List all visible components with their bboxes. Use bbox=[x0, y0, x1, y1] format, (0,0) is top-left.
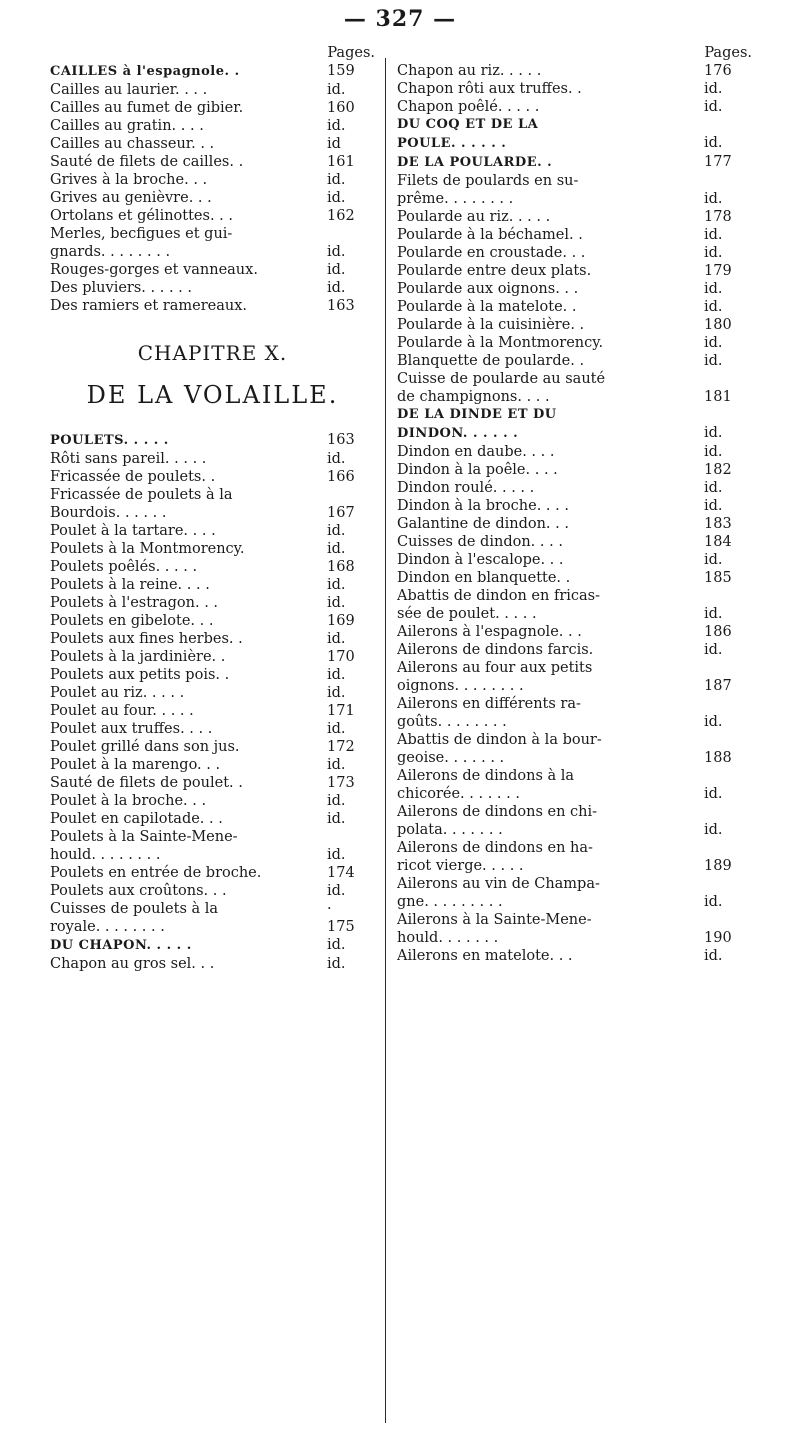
index-entry bbox=[397, 352, 752, 370]
entry-page: 160 bbox=[327, 100, 355, 116]
entry-text: Fricassée de poulets à la bbox=[50, 487, 233, 503]
index-entry bbox=[50, 630, 375, 648]
entry-page: 163 bbox=[327, 298, 355, 314]
entry-page: id. bbox=[327, 883, 346, 899]
entry-page: id. bbox=[327, 190, 346, 206]
entry-text: Chapon au gros sel. . . bbox=[50, 956, 215, 972]
index-entry bbox=[50, 297, 375, 315]
entry-text: gnards. . . . . . . . bbox=[50, 244, 171, 260]
column-divider bbox=[385, 58, 386, 1423]
index-entry bbox=[397, 298, 752, 316]
entry-page: id. bbox=[327, 262, 346, 278]
entry-text: Poulets à l'estragon. . . bbox=[50, 595, 219, 611]
index-entry bbox=[397, 280, 752, 298]
entry-text: Poularde au riz. . . . . bbox=[397, 209, 551, 225]
entry-text: Poulets aux croûtons. . . bbox=[50, 883, 227, 899]
entry-page: id. bbox=[327, 244, 346, 260]
entry-page: id. bbox=[704, 299, 723, 315]
entry-text: Poulets à la Sainte-Mene- bbox=[50, 829, 238, 845]
entry-page: id. bbox=[704, 894, 723, 910]
index-entry bbox=[50, 955, 375, 973]
entry-text: POULETS. . . . . bbox=[50, 433, 169, 448]
entry-page: id. bbox=[704, 99, 723, 115]
entry-text: hould. . . . . . . bbox=[397, 930, 499, 946]
entry-page: 188 bbox=[704, 750, 732, 766]
index-entry bbox=[397, 388, 752, 406]
index-entry bbox=[50, 99, 375, 117]
entry-text: Dindon à la poêle. . . . bbox=[397, 462, 558, 478]
entry-page: id. bbox=[327, 667, 346, 683]
index-entry bbox=[50, 756, 375, 774]
entry-page: 174 bbox=[327, 865, 355, 881]
index-entry bbox=[50, 612, 375, 630]
chapter-title: DE LA VOLAILLE. bbox=[86, 381, 339, 409]
index-entry bbox=[50, 792, 375, 810]
entry-text: Galantine de dindon. . . bbox=[397, 516, 569, 532]
entry-text: Cailles au gratin. . . . bbox=[50, 118, 204, 134]
index-entry bbox=[50, 702, 375, 720]
entry-text: Dindon roulé. . . . . bbox=[397, 480, 535, 496]
entry-page: id. bbox=[704, 714, 723, 730]
entry-text: Grives à la broche. . . bbox=[50, 172, 208, 188]
entry-text: Ailerons en matelote. . . bbox=[397, 948, 573, 964]
entry-page: 185 bbox=[704, 570, 732, 586]
entry-page: 184 bbox=[704, 534, 732, 550]
index-entry bbox=[397, 929, 752, 947]
entry-page: 172 bbox=[327, 739, 355, 755]
index-entry bbox=[50, 261, 375, 279]
entry-page: 159 bbox=[327, 63, 355, 79]
entry-page: id. bbox=[704, 227, 723, 243]
index-entry bbox=[50, 936, 375, 955]
entry-page: 173 bbox=[327, 775, 355, 791]
entry-text: Dindon à la broche. . . . bbox=[397, 498, 569, 514]
index-entry bbox=[50, 864, 375, 882]
index-entry bbox=[397, 875, 752, 893]
entry-page: id. bbox=[704, 425, 723, 441]
entry-page: id. bbox=[327, 793, 346, 809]
index-entry bbox=[397, 947, 752, 965]
entry-page: id. bbox=[327, 172, 346, 188]
index-entry bbox=[397, 713, 752, 731]
index-entry bbox=[397, 803, 752, 821]
index-entry bbox=[397, 533, 752, 551]
entry-page: id. bbox=[704, 786, 723, 802]
index-entry bbox=[50, 558, 375, 576]
entry-text: sée de poulet. . . . . bbox=[397, 606, 537, 622]
index-entry bbox=[50, 207, 375, 225]
entry-text: Filets de poulards en su- bbox=[397, 173, 579, 189]
entry-text: Ailerons au vin de Champa- bbox=[397, 876, 600, 892]
index-entry bbox=[50, 468, 375, 486]
entry-page: id. bbox=[327, 595, 346, 611]
index-entry bbox=[397, 911, 752, 929]
entry-text: Bourdois. . . . . . bbox=[50, 505, 167, 521]
index-entry bbox=[50, 153, 375, 171]
entry-text: Poulets aux fines herbes. . bbox=[50, 631, 243, 647]
entry-text: royale. . . . . . . . bbox=[50, 919, 165, 935]
entry-page: id. bbox=[327, 280, 346, 296]
entry-page: 161 bbox=[327, 154, 355, 170]
entry-text: Rôti sans pareil. . . . . bbox=[50, 451, 207, 467]
index-entry bbox=[397, 62, 752, 80]
index-entry bbox=[50, 279, 375, 297]
entry-text: Cailles au fumet de gibier. bbox=[50, 100, 244, 116]
entry-text: Ailerons au four aux petits bbox=[397, 660, 593, 676]
entry-page: 163 bbox=[327, 432, 355, 448]
index-entry bbox=[397, 316, 752, 334]
index-entry bbox=[50, 594, 375, 612]
entry-text: Des pluviers. . . . . . bbox=[50, 280, 192, 296]
entry-text: Poulets à la Montmorency. bbox=[50, 541, 245, 557]
entry-text: CAILLES à l'espagnole. . bbox=[50, 64, 240, 79]
page-number: — 327 — bbox=[343, 6, 457, 32]
entry-page: 170 bbox=[327, 649, 355, 665]
entry-page: id. bbox=[327, 631, 346, 647]
index-entry bbox=[397, 98, 752, 116]
entry-text: Dindon en daube. . . . bbox=[397, 444, 555, 460]
entry-text: Poularde à la béchamel. . bbox=[397, 227, 583, 243]
entry-text: Poulet à la marengo. . . bbox=[50, 757, 221, 773]
index-entry bbox=[50, 918, 375, 936]
entry-page: 180 bbox=[704, 317, 732, 333]
index-entry bbox=[397, 677, 752, 695]
entry-page: id. bbox=[704, 444, 723, 460]
entry-page: 171 bbox=[327, 703, 355, 719]
entry-text: Ailerons en différents ra- bbox=[397, 696, 581, 712]
entry-page: 186 bbox=[704, 624, 732, 640]
index-entry bbox=[397, 857, 752, 875]
index-entry bbox=[50, 666, 375, 684]
index-entry bbox=[397, 134, 752, 153]
entry-text: Blanquette de poularde. . bbox=[397, 353, 585, 369]
index-entry bbox=[50, 81, 375, 99]
entry-text: Poulets aux petits pois. . bbox=[50, 667, 230, 683]
index-entry bbox=[50, 774, 375, 792]
entry-text: Poulets à la jardinière. . bbox=[50, 649, 226, 665]
entry-text: Chapon rôti aux truffes. . bbox=[397, 81, 582, 97]
pages-header-right: Pages. bbox=[704, 45, 752, 61]
index-entry bbox=[50, 243, 375, 261]
entry-text: Cailles au chasseur. . . bbox=[50, 136, 215, 152]
entry-page: 169 bbox=[327, 613, 355, 629]
entry-page: id. bbox=[327, 541, 346, 557]
entry-text: Sauté de filets de cailles. . bbox=[50, 154, 244, 170]
entry-page: id. bbox=[327, 721, 346, 737]
entry-text: Merles, becfigues et gui- bbox=[50, 226, 233, 242]
index-entry bbox=[397, 515, 752, 533]
entry-text: Rouges-gorges et vanneaux. bbox=[50, 262, 258, 278]
entry-page: id. bbox=[704, 822, 723, 838]
entry-page: id. bbox=[704, 948, 723, 964]
entry-text: Poulet à la tartare. . . . bbox=[50, 523, 216, 539]
index-entry bbox=[397, 424, 752, 443]
index-entry bbox=[397, 116, 752, 134]
entry-page: · bbox=[327, 901, 332, 917]
entry-text: Cailles au laurier. . . . bbox=[50, 82, 208, 98]
entry-text: Dindon en blanquette. . bbox=[397, 570, 571, 586]
entry-page: id. bbox=[327, 757, 346, 773]
entry-page: 183 bbox=[704, 516, 732, 532]
entry-text: ricot vierge. . . . . bbox=[397, 858, 524, 874]
entry-text: Cuisses de dindon. . . . bbox=[397, 534, 563, 550]
index-entry bbox=[50, 846, 375, 864]
entry-page: id. bbox=[704, 642, 723, 658]
entry-page: id. bbox=[704, 353, 723, 369]
entry-text: Des ramiers et ramereaux. bbox=[50, 298, 247, 314]
entry-page: id. bbox=[327, 118, 346, 134]
entry-page: id. bbox=[704, 498, 723, 514]
entry-text: DU COQ ET DE LA bbox=[397, 117, 539, 132]
index-entry bbox=[50, 62, 375, 81]
entry-text: Sauté de filets de poulet. . bbox=[50, 775, 243, 791]
index-entry bbox=[50, 225, 375, 243]
entry-text: DE LA POULARDE. . bbox=[397, 155, 553, 170]
entry-text: Poularde entre deux plats. bbox=[397, 263, 592, 279]
index-entry bbox=[397, 641, 752, 659]
entry-page: id. bbox=[704, 81, 723, 97]
index-entry bbox=[397, 767, 752, 785]
index-entry bbox=[397, 569, 752, 587]
entry-page: 166 bbox=[327, 469, 355, 485]
right-entries bbox=[397, 62, 752, 965]
index-entry bbox=[397, 461, 752, 479]
entry-text: Poularde à la cuisinière. . bbox=[397, 317, 585, 333]
entry-page: id. bbox=[327, 956, 346, 972]
entry-text: Poulet au riz. . . . . bbox=[50, 685, 185, 701]
index-entry bbox=[397, 370, 752, 388]
index-entry bbox=[50, 828, 375, 846]
entry-page: id. bbox=[704, 281, 723, 297]
index-entry bbox=[397, 190, 752, 208]
entry-text: Abattis de dindon à la bour- bbox=[397, 732, 602, 748]
entry-page: 178 bbox=[704, 209, 732, 225]
index-entry bbox=[50, 576, 375, 594]
right-column bbox=[397, 44, 752, 965]
index-entry bbox=[397, 497, 752, 515]
index-entry bbox=[397, 659, 752, 677]
pages-header-left: Pages. bbox=[327, 45, 375, 61]
entry-text: Ortolans et gélinottes. . . bbox=[50, 208, 233, 224]
index-entry bbox=[50, 900, 375, 918]
entry-page: id. bbox=[327, 937, 346, 953]
entry-text: Cuisse de poularde au sauté bbox=[397, 371, 606, 387]
entry-text: DU CHAPON. . . . . bbox=[50, 938, 192, 953]
index-entry bbox=[397, 587, 752, 605]
entry-text: Poularde à la matelote. . bbox=[397, 299, 577, 315]
entry-text: Poulets poêlés. . . . . bbox=[50, 559, 198, 575]
index-entry bbox=[397, 244, 752, 262]
entry-text: Poularde à la Montmorency. bbox=[397, 335, 604, 351]
entry-page: id. bbox=[704, 135, 723, 151]
index-entry bbox=[50, 810, 375, 828]
index-entry bbox=[50, 738, 375, 756]
index-entry bbox=[397, 893, 752, 911]
entry-text: prême. . . . . . . . bbox=[397, 191, 514, 207]
entry-text: Ailerons de dindons en chi- bbox=[397, 804, 598, 820]
index-entry bbox=[50, 189, 375, 207]
index-entry bbox=[397, 623, 752, 641]
entry-text: DE LA DINDE ET DU bbox=[397, 407, 557, 422]
index-entry bbox=[50, 648, 375, 666]
entry-text: Chapon au riz. . . . . bbox=[397, 63, 542, 79]
entry-text: gne. . . . . . . . . bbox=[397, 894, 503, 910]
index-entry bbox=[397, 479, 752, 497]
entry-text: Poularde aux oignons. . . bbox=[397, 281, 579, 297]
entry-page: id. bbox=[327, 811, 346, 827]
entry-text: geoise. . . . . . . bbox=[397, 750, 505, 766]
index-entry bbox=[397, 749, 752, 767]
entry-text: POULE. . . . . . bbox=[397, 136, 507, 151]
entry-text: Poulet en capilotade. . . bbox=[50, 811, 223, 827]
entry-page: 162 bbox=[327, 208, 355, 224]
entry-text: Poularde en croustade. . . bbox=[397, 245, 586, 261]
index-entry bbox=[50, 431, 375, 450]
entry-text: Poulet grillé dans son jus. bbox=[50, 739, 240, 755]
entry-page: id. bbox=[327, 577, 346, 593]
entry-text: chicorée. . . . . . . bbox=[397, 786, 520, 802]
entry-text: Ailerons de dindons en ha- bbox=[397, 840, 593, 856]
index-entry bbox=[397, 262, 752, 280]
index-entry bbox=[397, 731, 752, 749]
index-entry bbox=[397, 443, 752, 461]
entry-page: id. bbox=[327, 847, 346, 863]
index-entry bbox=[397, 334, 752, 352]
entry-text: Ailerons de dindons farcis. bbox=[397, 642, 594, 658]
entry-page: 181 bbox=[704, 389, 732, 405]
index-entry bbox=[397, 406, 752, 424]
entry-page: id. bbox=[327, 523, 346, 539]
index-entry bbox=[397, 695, 752, 713]
index-entry bbox=[50, 504, 375, 522]
entry-page: 168 bbox=[327, 559, 355, 575]
entry-text: polata. . . . . . . bbox=[397, 822, 503, 838]
entry-page: 187 bbox=[704, 678, 732, 694]
entry-page: 189 bbox=[704, 858, 732, 874]
index-entry bbox=[397, 839, 752, 857]
entry-text: Poulet au four. . . . . bbox=[50, 703, 194, 719]
entry-page: id. bbox=[704, 245, 723, 261]
entry-text: Ailerons à l'espagnole. . . bbox=[397, 624, 582, 640]
entry-text: DINDON. . . . . . bbox=[397, 426, 519, 441]
index-entry bbox=[50, 117, 375, 135]
index-entry bbox=[397, 605, 752, 623]
entry-text: Fricassée de poulets. . bbox=[50, 469, 216, 485]
entry-page: 190 bbox=[704, 930, 732, 946]
index-entry bbox=[397, 551, 752, 569]
entry-text: Chapon poêlé. . . . . bbox=[397, 99, 540, 115]
index-entry bbox=[397, 153, 752, 172]
index-entry bbox=[397, 785, 752, 803]
entry-text: Poulet aux truffes. . . . bbox=[50, 721, 213, 737]
entry-text: Poulets à la reine. . . . bbox=[50, 577, 210, 593]
index-entry bbox=[50, 684, 375, 702]
entry-page: id. bbox=[704, 606, 723, 622]
entry-page: 167 bbox=[327, 505, 355, 521]
index-entry bbox=[397, 208, 752, 226]
index-entry bbox=[50, 540, 375, 558]
index-entry bbox=[397, 172, 752, 190]
entry-text: de champignons. . . . bbox=[397, 389, 550, 405]
entry-text: Abattis de dindon en fricas- bbox=[397, 588, 600, 604]
entry-text: Cuisses de poulets à la bbox=[50, 901, 219, 917]
left-entries-bottom bbox=[50, 431, 375, 973]
entry-page: id. bbox=[327, 82, 346, 98]
index-entry bbox=[50, 450, 375, 468]
entry-page: id. bbox=[327, 685, 346, 701]
index-entry bbox=[50, 882, 375, 900]
index-entry bbox=[50, 522, 375, 540]
index-entry bbox=[50, 720, 375, 738]
entry-text: Poulets en entrée de broche. bbox=[50, 865, 262, 881]
index-entry bbox=[397, 80, 752, 98]
entry-text: Ailerons de dindons à la bbox=[397, 768, 575, 784]
chapter-heading: CHAPITRE X. bbox=[137, 341, 288, 365]
entry-text: goûts. . . . . . . . bbox=[397, 714, 507, 730]
entry-text: Ailerons à la Sainte-Mene- bbox=[397, 912, 592, 928]
entry-page: id bbox=[327, 136, 341, 152]
index-entry bbox=[397, 821, 752, 839]
left-entries-top bbox=[50, 62, 375, 315]
entry-text: Grives au genièvre. . . bbox=[50, 190, 212, 206]
entry-page: 175 bbox=[327, 919, 355, 935]
entry-page: 177 bbox=[704, 154, 732, 170]
entry-page: id. bbox=[704, 552, 723, 568]
entry-text: Poulets en gibelote. . . bbox=[50, 613, 214, 629]
entry-page: 176 bbox=[704, 63, 732, 79]
entry-text: oignons. . . . . . . . bbox=[397, 678, 524, 694]
index-entry bbox=[397, 226, 752, 244]
index-entry bbox=[50, 171, 375, 189]
entry-text: Dindon à l'escalope. . . bbox=[397, 552, 564, 568]
index-entry bbox=[50, 486, 375, 504]
index-entry bbox=[50, 135, 375, 153]
entry-page: id. bbox=[704, 480, 723, 496]
entry-page: 179 bbox=[704, 263, 732, 279]
entry-text: Poulet à la broche. . . bbox=[50, 793, 207, 809]
entry-page: id. bbox=[704, 335, 723, 351]
entry-page: id. bbox=[327, 451, 346, 467]
entry-text: hould. . . . . . . . bbox=[50, 847, 161, 863]
left-column bbox=[50, 44, 375, 973]
entry-page: id. bbox=[704, 191, 723, 207]
entry-page: 182 bbox=[704, 462, 732, 478]
